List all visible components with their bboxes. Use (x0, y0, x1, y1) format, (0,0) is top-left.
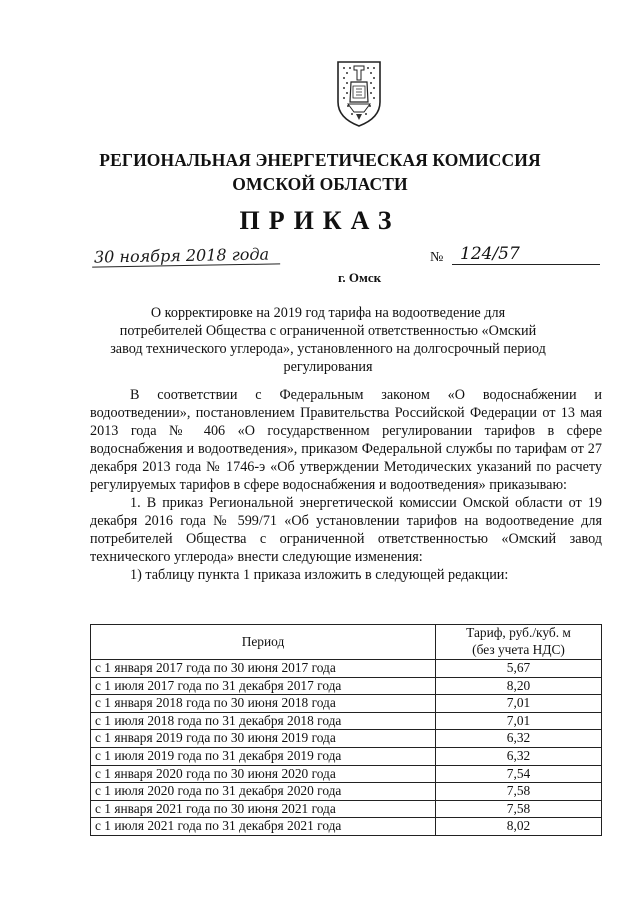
header-tariff (436, 625, 602, 660)
period-cell: с 1 июля 2021 года по 31 декабря 2021 года (91, 818, 436, 836)
table-row (91, 800, 602, 818)
table-row (91, 747, 602, 765)
tariff-cell: 8,20 (436, 677, 602, 695)
table-row (91, 783, 602, 801)
period-cell: с 1 января 2019 года по 30 июня 2019 года (91, 730, 436, 748)
org-line-2: ОМСКОЙ ОБЛАСТИ (232, 174, 408, 194)
table-row (91, 660, 602, 678)
header-tariff-line-2: (без учета НДС) (472, 642, 565, 657)
handwritten-date: 30 ноября 2018 года (92, 244, 280, 267)
tariff-cell: 7,58 (436, 800, 602, 818)
period-cell: с 1 января 2017 года по 30 июня 2017 года (91, 660, 436, 678)
coat-of-arms-icon (334, 58, 384, 130)
city-label: г. Омск (338, 270, 382, 285)
period-cell: с 1 июля 2018 года по 31 декабря 2018 года (91, 712, 436, 730)
table-row (91, 712, 602, 730)
table-row (91, 818, 602, 836)
table-row (91, 677, 602, 695)
period-cell: с 1 июля 2020 года по 31 декабря 2020 года (91, 783, 436, 801)
handwritten-number: 124/57 (452, 244, 600, 265)
order-subject: О корректировке на 2019 год тарифа на водоотведение для потребителей Общества с ограниченной ответственностью «Омский завод технического углерода», установленного на долгосрочный период регулирования (110, 305, 546, 375)
period-cell: с 1 июля 2019 года по 31 декабря 2019 года (91, 747, 436, 765)
tariff-cell: 6,32 (436, 747, 602, 765)
tariff-table (90, 624, 602, 836)
organization-name (0, 148, 640, 196)
period-cell: с 1 января 2020 года по 30 июня 2020 года (91, 765, 436, 783)
period-cell: с 1 января 2018 года по 30 июня 2018 года (91, 695, 436, 713)
table-row (91, 730, 602, 748)
order-body (90, 386, 602, 584)
table-header-row (91, 625, 602, 660)
tariff-cell: 7,01 (436, 695, 602, 713)
document-type-title: ПРИКАЗ (239, 206, 401, 235)
header-period: Период (91, 625, 436, 660)
period-cell: с 1 июля 2017 года по 31 декабря 2017 года (91, 677, 436, 695)
header-tariff-line-1: Тариф, руб./куб. м (466, 625, 571, 641)
tariff-cell: 7,58 (436, 783, 602, 801)
body-paragraph-basis: В соответствии с Федеральным законом «О водоснабжении и водоотведении», постановлением Правительства Российской Федерации от 13 мая 2013 года № 406 «О государственном регулировании тарифов в сфере водоснабжения и водоотведения», приказом Федеральной службы по тарифам от 27 декабря 2013 года № 1746-э «Об утверждении Методических указаний по расчету регулируемых тарифов в сфере водоснабжения и водоотведения» приказываю: (90, 387, 602, 493)
tariff-cell: 6,32 (436, 730, 602, 748)
table-row (91, 695, 602, 713)
org-line-1: РЕГИОНАЛЬНАЯ ЭНЕРГЕТИЧЕСКАЯ КОМИССИЯ (99, 150, 541, 170)
tariff-cell: 7,54 (436, 765, 602, 783)
body-paragraph-item-1: 1. В приказ Региональной энергетической комиссии Омской области от 19 декабря 2016 года № 599/71 «Об установлении тарифов на водоотведение для потребителей Общества с ограниченной ответственностью «Омский завод технического углерода» внести следующие изменения: (90, 495, 602, 565)
period-cell: с 1 января 2021 года по 30 июня 2021 года (91, 800, 436, 818)
tariff-cell: 5,67 (436, 660, 602, 678)
number-label: № (430, 250, 444, 265)
table-row (91, 765, 602, 783)
body-paragraph-subitem-1: 1) таблицу пункта 1 приказа изложить в следующей редакции: (130, 567, 509, 583)
tariff-cell: 7,01 (436, 712, 602, 730)
tariff-cell: 8,02 (436, 818, 602, 836)
